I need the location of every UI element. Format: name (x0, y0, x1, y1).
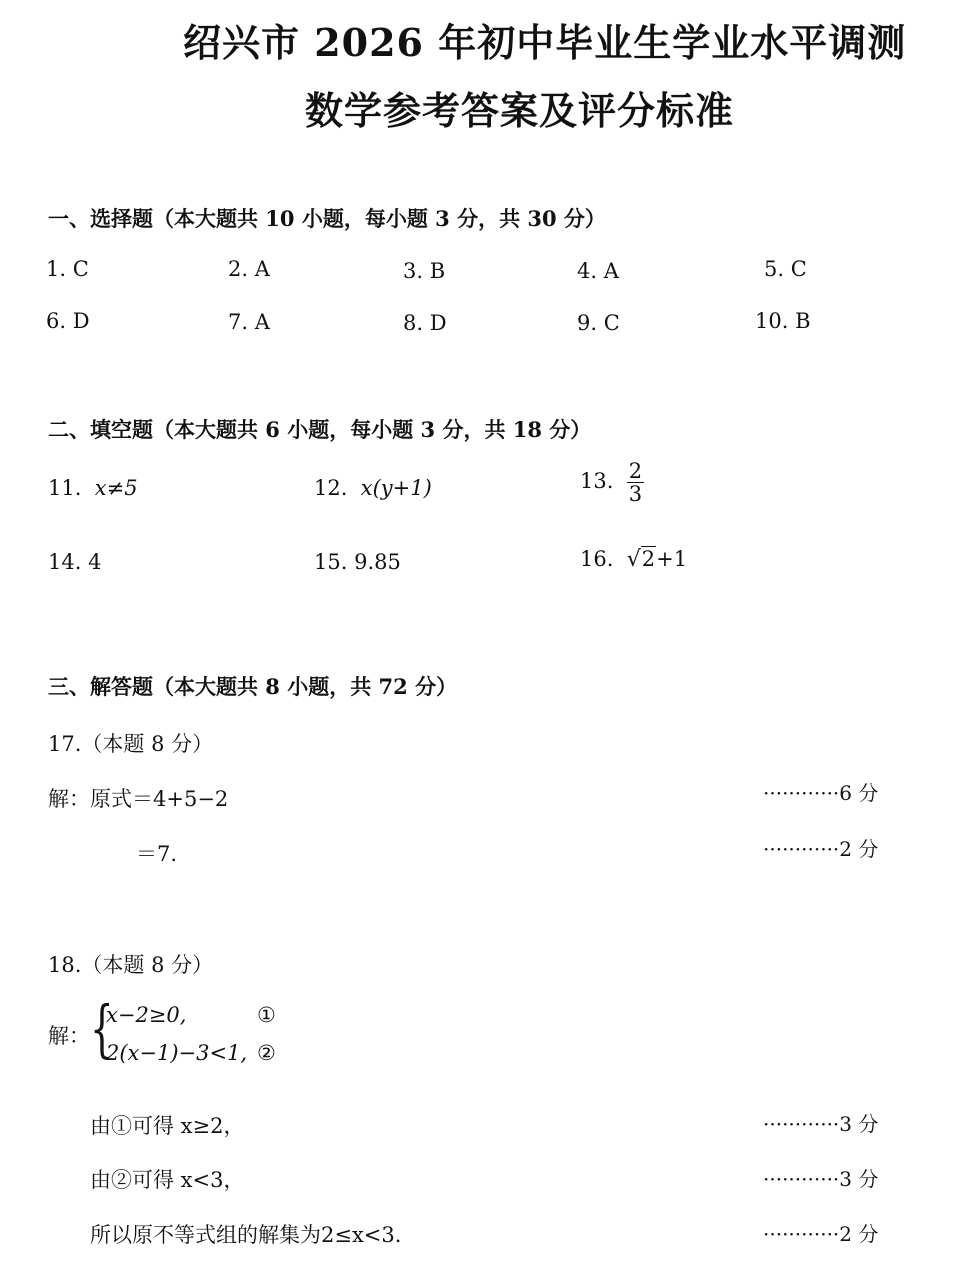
answer-value: A (254, 310, 270, 334)
choice-answer-2 (228, 257, 270, 281)
page-title-line2: 数学参考答案及评分标准 (305, 88, 735, 133)
left-brace-icon: { (90, 992, 114, 1065)
q18-step2-score: ············3 分 (763, 1167, 879, 1191)
radical-sign-icon: √ (626, 547, 641, 572)
q18-step1: 由①可得 x≥2， (90, 1114, 245, 1138)
choice-answer-3 (403, 259, 445, 283)
question-number: 7. (228, 310, 249, 334)
section-heading-solve: 三、解答题（本大题共 8 小题，共 72 分） (48, 674, 458, 699)
fill-answer-15 (314, 550, 401, 574)
answer-value: C (603, 311, 620, 335)
answer-rest: +1 (656, 547, 688, 571)
question-number: 2. (228, 257, 249, 281)
answer-value: A (603, 259, 619, 283)
answer-value: B (795, 309, 811, 333)
q18-step2: 由②可得 x<3， (90, 1168, 245, 1192)
answer-value: x(y+1) (360, 476, 432, 500)
fill-answer-16 (580, 547, 687, 572)
choice-answer-10 (755, 309, 811, 333)
question-number: 6. (46, 309, 67, 333)
choice-answer-5 (764, 257, 807, 281)
q18-equation-2: 2(x−1)−3<1, (106, 1041, 248, 1065)
choice-answer-1 (46, 257, 89, 281)
square-root (627, 547, 656, 572)
question-number: 16. (580, 547, 614, 571)
q18-step1-score: ············3 分 (763, 1112, 879, 1136)
fill-answer-14 (48, 550, 101, 574)
q18-equation-2-mark: ② (257, 1041, 276, 1065)
answer-value: B (429, 259, 446, 283)
fraction-numerator: 2 (628, 459, 643, 483)
question-number: 12. (314, 476, 348, 500)
q18-equation-1: x−2≥0, (106, 1003, 187, 1027)
answer-value: C (790, 257, 807, 281)
radicand: 2 (641, 547, 656, 571)
choice-answer-7 (228, 310, 270, 334)
fraction-denominator: 3 (628, 482, 643, 507)
fraction (627, 460, 644, 505)
section-heading-choice: 一、选择题（本大题共 10 小题，每小题 3 分，共 30 分） (48, 206, 606, 231)
answer-value: 4 (88, 550, 102, 574)
answer-value: x≠5 (94, 476, 138, 500)
q18-solve-label: 解： (48, 1024, 90, 1048)
page-title-line1: 绍兴市 2026 年初中毕业生学业水平调测 (183, 20, 907, 65)
q17-header: 17.（本题 8 分） (48, 732, 214, 756)
question-number: 10. (755, 309, 789, 333)
answer-value: D (429, 311, 447, 335)
answer-value: C (72, 257, 89, 281)
question-number: 11. (48, 476, 82, 500)
q17-line2-score: ············2 分 (763, 837, 879, 861)
answer-value: 9.85 (354, 550, 401, 574)
question-number: 4. (577, 259, 598, 283)
q17-line2: ＝7. (136, 842, 178, 866)
choice-answer-6 (46, 309, 90, 333)
question-number: 15. (314, 550, 348, 574)
choice-answer-9 (577, 311, 620, 335)
q17-line1: 解：原式＝4+5−2 (48, 787, 229, 811)
fill-answer-12 (314, 476, 432, 500)
fill-answer-13 (580, 460, 644, 505)
choice-answer-4 (577, 259, 619, 283)
section-heading-fill: 二、填空题（本大题共 6 小题，每小题 3 分，共 18 分） (48, 417, 592, 442)
question-number: 8. (403, 311, 424, 335)
question-number: 5. (764, 257, 785, 281)
choice-answer-8 (403, 311, 447, 335)
question-number: 3. (403, 259, 424, 283)
question-number: 14. (48, 550, 82, 574)
q17-line1-score: ············6 分 (763, 781, 879, 805)
q18-step3-score: ············2 分 (763, 1222, 879, 1246)
answer-value: D (72, 309, 90, 333)
question-number: 9. (577, 311, 598, 335)
question-number: 13. (580, 469, 614, 494)
answer-value: A (254, 257, 270, 281)
fill-answer-11 (48, 476, 138, 500)
q18-equation-1-mark: ① (257, 1003, 276, 1027)
q18-step3: 所以原不等式组的解集为2≤x<3. (90, 1223, 402, 1247)
question-number: 1. (46, 257, 67, 281)
q18-header: 18.（本题 8 分） (48, 953, 214, 977)
